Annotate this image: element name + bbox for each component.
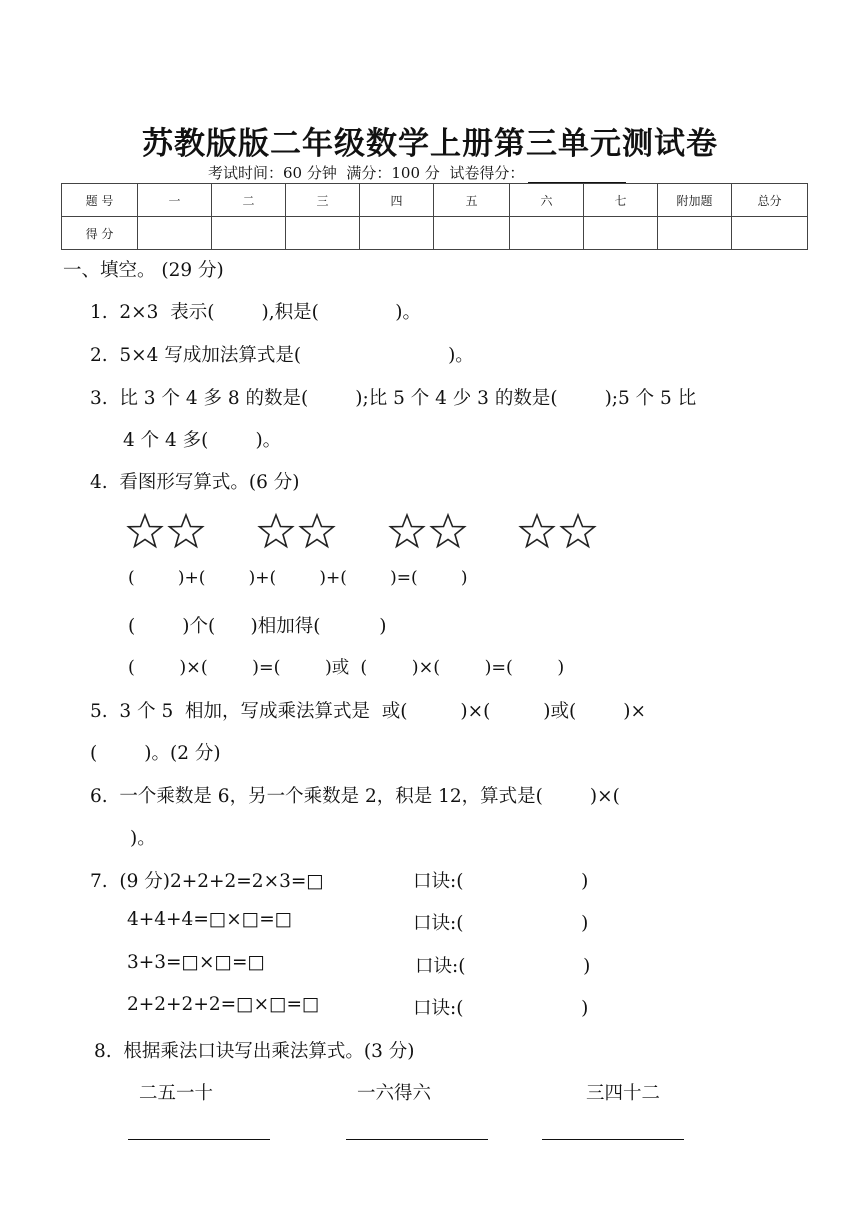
score-cell[interactable]	[434, 217, 510, 250]
score-cell[interactable]	[138, 217, 212, 250]
score-header-cell: 七	[584, 184, 658, 217]
question-8: 8. 根据乘法口诀写出乘法算式。(3 分)	[94, 1041, 415, 1062]
question-7-row-1: 7. (9 分)2+2+2=2×3=□	[90, 871, 324, 892]
score-cell[interactable]	[732, 217, 808, 250]
star-icon	[562, 515, 595, 547]
question-2: 2. 5×4 写成加法算式是( )。	[90, 345, 474, 366]
score-header-cell: 一	[138, 184, 212, 217]
score-header-cell: 附加题	[658, 184, 732, 217]
question-6-line-2: )。	[130, 828, 156, 849]
question-8-rhyme-1: 二五一十	[139, 1083, 214, 1104]
page-title: 苏教版版二年级数学上册第三单元测试卷	[142, 126, 718, 162]
section-heading-fill-blank: 一、填空。 (29 分)	[63, 260, 224, 281]
question-7-row-2-formula: 口诀:( )	[413, 913, 589, 934]
score-cell[interactable]	[360, 217, 434, 250]
question-4-description: ( )个( )相加得( )	[128, 616, 387, 637]
question-7-row-1-formula: 口诀:( )	[413, 871, 589, 892]
question-8-rhyme-3: 三四十二	[586, 1083, 661, 1104]
score-header-cell: 题 号	[62, 184, 138, 217]
score-table-score-row	[62, 217, 808, 250]
question-6-line-1: 6. 一个乘数是 6，另一个乘数是 2，积是 12，算式是( )×(	[90, 786, 620, 807]
answer-blank-2[interactable]	[346, 1139, 488, 1140]
score-header-cell: 二	[212, 184, 286, 217]
question-7-row-2: 4+4+4=□×□=□	[127, 909, 293, 930]
score-blank[interactable]	[528, 168, 626, 183]
question-4-multiplication: ( )×( )=( )或 ( )×( )=( )	[128, 658, 565, 678]
question-4: 4. 看图形写算式。(6 分)	[90, 472, 300, 493]
question-7-row-3-formula: 口诀:( )	[415, 956, 591, 977]
question-8-rhyme-2: 一六得六	[357, 1083, 432, 1104]
question-7-row-4-formula: 口诀:( )	[413, 998, 589, 1019]
score-header-cell: 四	[360, 184, 434, 217]
score-table	[61, 183, 808, 250]
star-icon	[301, 515, 334, 547]
score-header-cell: 五	[434, 184, 510, 217]
star-icon	[129, 515, 162, 547]
answer-blank-1[interactable]	[128, 1139, 270, 1140]
exam-info	[208, 162, 626, 183]
star-icon	[170, 515, 203, 547]
star-icon	[260, 515, 293, 547]
question-4-addition: ( )+( )+( )+( )=( )	[128, 568, 468, 588]
score-cell[interactable]	[286, 217, 360, 250]
score-cell[interactable]	[510, 217, 584, 250]
question-5-line-1: 5. 3 个 5 相加，写成乘法算式是 或( )×( )或( )×	[90, 701, 646, 722]
answer-blank-3[interactable]	[542, 1139, 684, 1140]
score-cell[interactable]	[212, 217, 286, 250]
question-5-line-2: ( )。(2 分)	[90, 743, 221, 764]
question-7-row-3: 3+3=□×□=□	[127, 952, 265, 973]
question-3-line-1: 3. 比 3 个 4 多 8 的数是( );比 5 个 4 少 3 的数是( );5 个 5 比	[90, 388, 697, 409]
question-1: 1. 2×3 表示( ),积是( )。	[90, 302, 421, 323]
question-7-row-4: 2+2+2+2=□×□=□	[127, 994, 320, 1015]
question-3-line-2: 4 个 4 多( )。	[123, 430, 282, 451]
star-icon	[391, 515, 424, 547]
star-figure	[126, 510, 626, 554]
score-cell[interactable]	[584, 217, 658, 250]
star-icon	[521, 515, 554, 547]
score-cell[interactable]	[658, 217, 732, 250]
score-header-cell: 总分	[732, 184, 808, 217]
score-header-cell: 六	[510, 184, 584, 217]
star-icon	[432, 515, 465, 547]
exam-info-text: 考试时间：60 分钟 满分：100 分 试卷得分：	[208, 164, 525, 182]
score-header-cell: 三	[286, 184, 360, 217]
score-row-label: 得 分	[62, 217, 138, 250]
score-table-header-row	[62, 184, 808, 217]
